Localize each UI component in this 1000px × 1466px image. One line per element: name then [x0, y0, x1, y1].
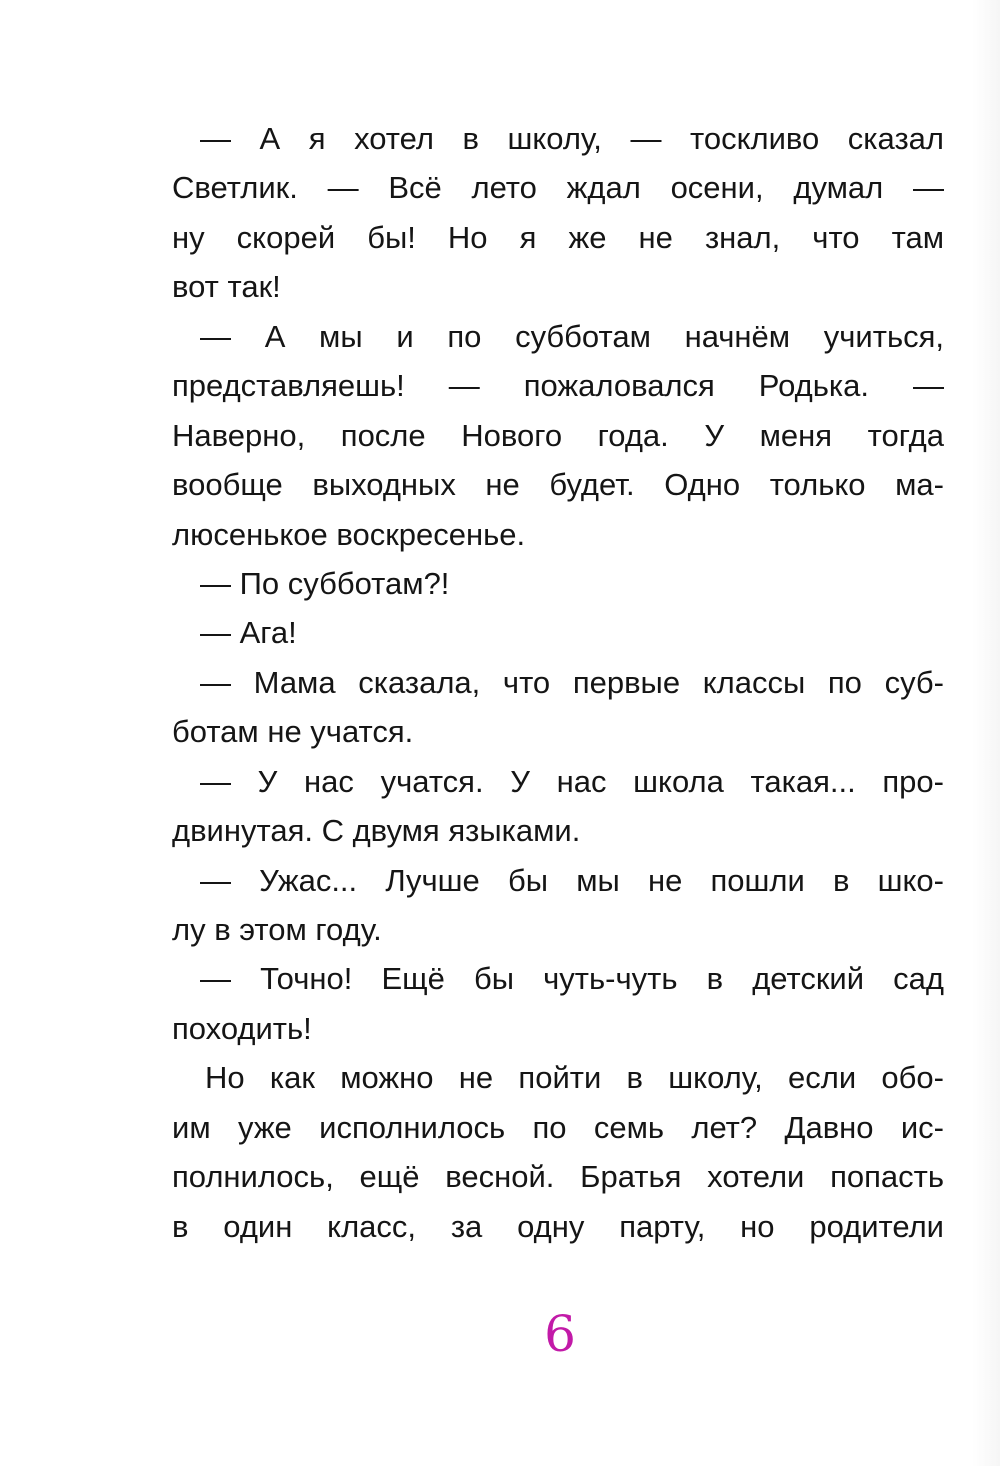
text-line: представляешь! — пожаловался Родька. — — [172, 368, 944, 404]
page-edge — [972, 0, 1000, 1466]
text-line: — А я хотел в школу, — тоскливо сказал — [200, 121, 944, 156]
text-line: походить! — [172, 1010, 312, 1046]
body-text — [172, 114, 944, 1251]
text-line: — Ужас... Лучше бы мы не пошли в шко- — [200, 862, 944, 898]
text-line: Наверно, после Нового года. У меня тогда — [172, 417, 944, 453]
text-line: — По субботам?! — [200, 565, 450, 601]
page-number: 6 — [544, 1305, 576, 1363]
text-line: Но как можно не пойти в школу, если обо- — [205, 1060, 944, 1096]
text-line: люсенькое воскресенье. — [172, 516, 526, 552]
text-line: — Мама сказала, что первые классы по суб- — [200, 664, 944, 700]
text-line: лу в этом году. — [172, 912, 382, 947]
text-line: им уже исполнилось по семь лет? Давно ис- — [172, 1109, 944, 1145]
text-line: в один класс, за одну парту, но родители — [172, 1208, 944, 1244]
text-line: двинутая. С двумя языками. — [172, 813, 581, 849]
text-line: — У нас учатся. У нас школа такая... про- — [200, 763, 944, 799]
text-line: ну скорей бы! Но я же не знал, что там — [172, 219, 944, 255]
text-line: вот так! — [172, 269, 281, 305]
text-line: — Точно! Ещё бы чуть-чуть в детский сад — [200, 961, 944, 997]
text-line: вообще выходных не будет. Одно только ма- — [172, 467, 944, 503]
text-line: ботам не учатся. — [172, 714, 414, 750]
text-line: Светлик. — Всё лето ждал осени, думал — — [172, 170, 944, 206]
text-line: — А мы и по субботам начнём учиться, — [200, 318, 944, 354]
text-line: — Ага! — [200, 615, 297, 651]
text-line: полнилось, ещё весной. Братья хотели попасть — [172, 1159, 944, 1195]
